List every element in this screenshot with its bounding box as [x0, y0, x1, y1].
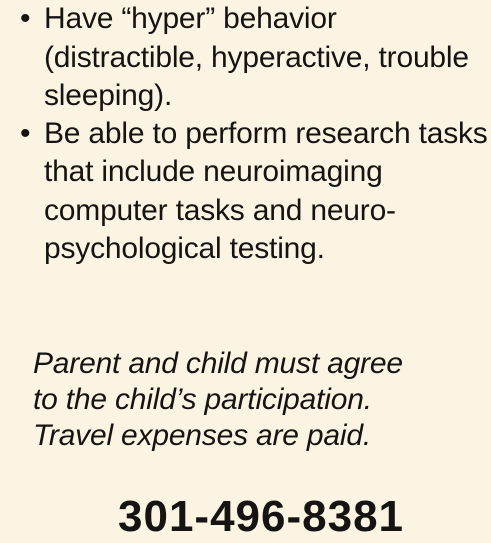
- participation-note: [33, 346, 483, 454]
- note-line: Travel expenses are paid.: [33, 419, 371, 452]
- bullet-marker: •: [20, 2, 31, 35]
- criteria-item-hyper-behavior: [20, 0, 488, 116]
- eligibility-criteria-list: [20, 0, 488, 269]
- criteria-text: Have “hyper” behavior (distractible, hyperactive, trouble sleeping).: [44, 2, 469, 112]
- note-line: Parent and child must agree: [33, 347, 403, 380]
- note-line: to the child’s participation.: [33, 383, 372, 416]
- contact-phone-number: 301-496-8381: [118, 492, 405, 541]
- bullet-marker: •: [20, 116, 31, 150]
- criteria-text: Be able to perform research tasks that include neuroimaging computer tasks and neuro-psychological testing.: [44, 116, 488, 265]
- criteria-item-research-tasks: [20, 115, 488, 269]
